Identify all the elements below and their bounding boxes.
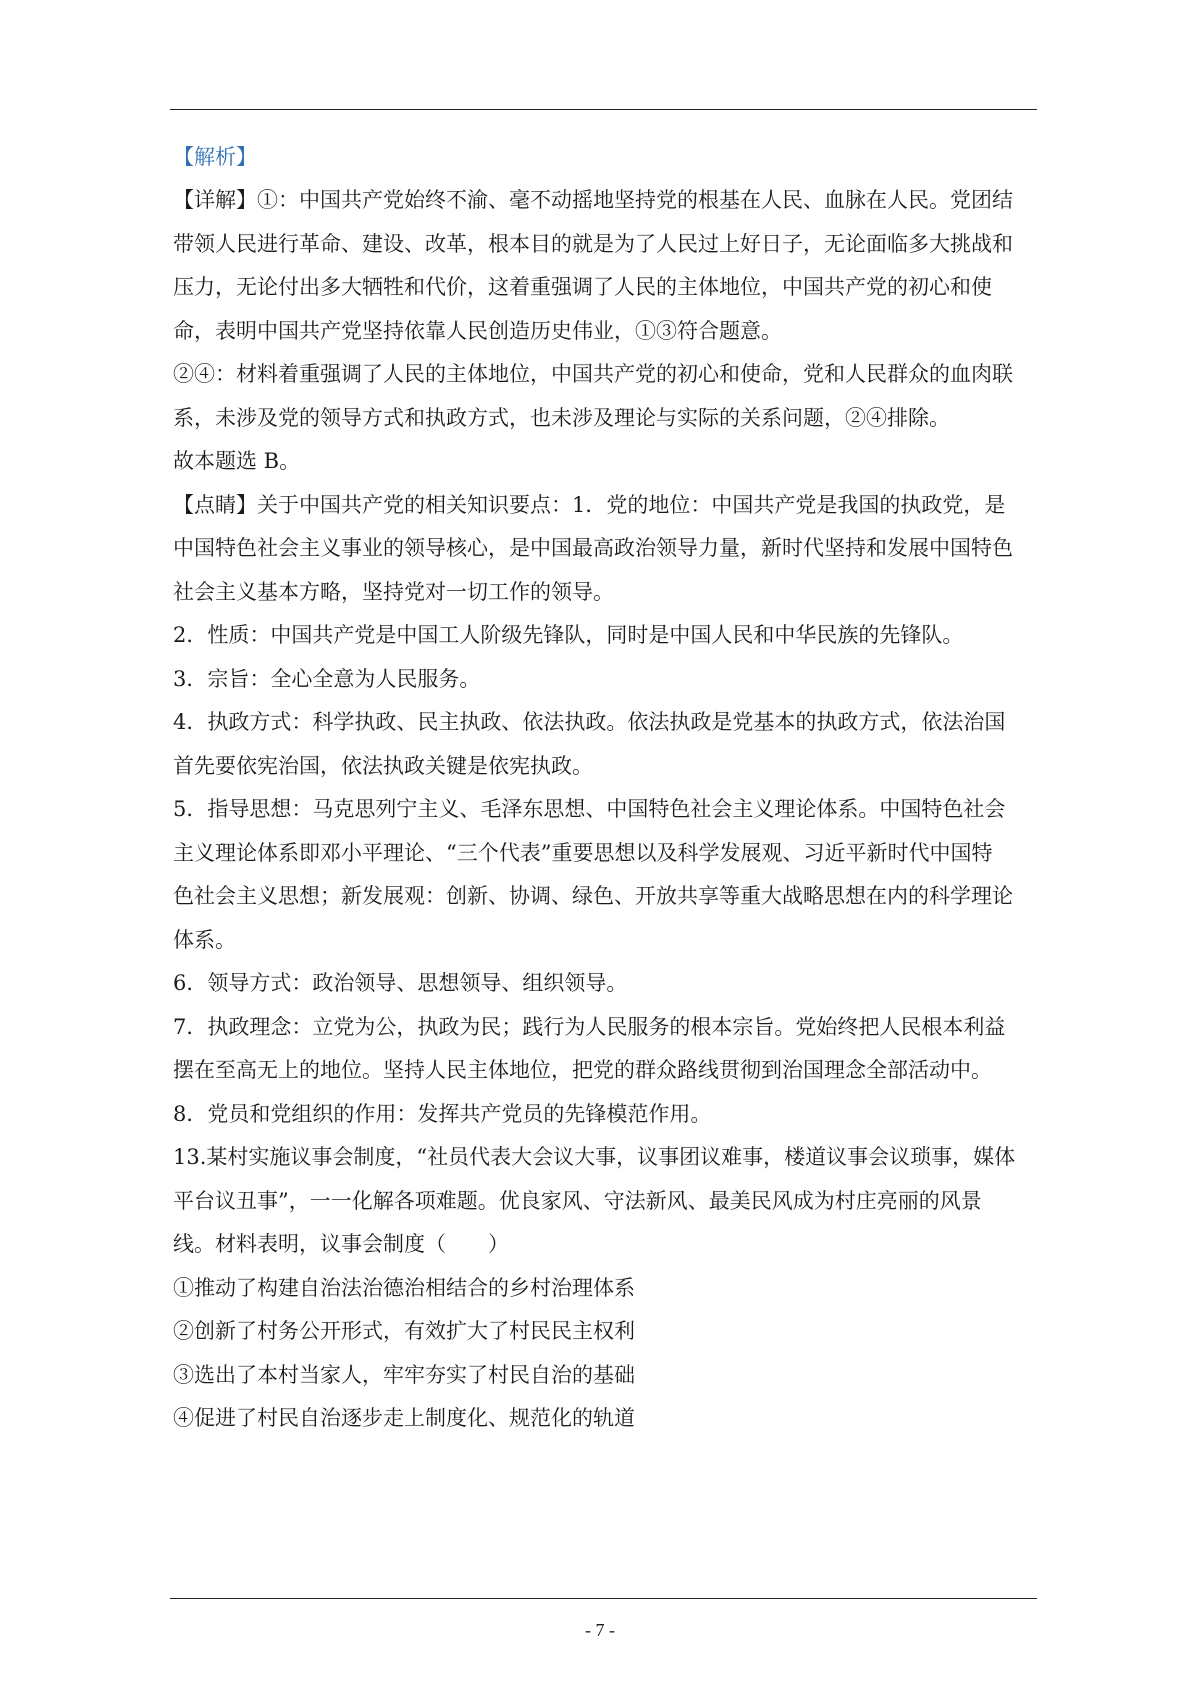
text-line: 色社会主义思想；新发展观：创新、协调、绿色、开放共享等重大战略思想在内的科学理论	[173, 884, 1013, 908]
question-text: 13.某村实施议事会制度，“社员代表大会议大事，议事团议难事，楼道议事会议琐事，媒体	[173, 1145, 1016, 1169]
text-line: 主义理论体系即邓小平理论、“三个代表”重要思想以及科学发展观、习近平新时代中国特	[173, 841, 993, 865]
section-title: 【解析】	[173, 145, 257, 169]
page-number: - 7 -	[585, 1620, 615, 1640]
text-line: 压力，无论付出多大牺牲和代价，这着重强调了人民的主体地位，中国共产党的初心和使	[173, 275, 992, 299]
text-line: 【详解】①：中国共产党始终不渝、毫不动摇地坚持党的根基在人民、血脉在人民。党团结	[173, 188, 1013, 212]
text-line: 带领人民进行革命、建设、改革，根本目的就是为了人民过上好日子，无论面临多大挑战和	[173, 232, 1013, 256]
answer-option: ③选出了本村当家人，牢牢夯实了村民自治的基础	[173, 1363, 635, 1387]
text-line: 【点睛】关于中国共产党的相关知识要点：1．党的地位：中国共产党是我国的执政党，是	[173, 493, 1006, 517]
text-line: 中国特色社会主义事业的领导核心，是中国最高政治领导力量，新时代坚持和发展中国特色	[173, 536, 1013, 560]
footer-rule	[170, 1598, 1037, 1599]
question-text: 平台议丑事”，一一化解各项难题。优良家风、守法新风、最美民风成为村庄亮丽的风景	[173, 1189, 982, 1213]
text-line: 系，未涉及党的领导方式和执政方式，也未涉及理论与实际的关系问题，②④排除。	[173, 406, 950, 430]
text-line: 3．宗旨：全心全意为人民服务。	[173, 667, 481, 691]
answer-option: ②创新了村务公开形式，有效扩大了村民民主权利	[173, 1319, 635, 1343]
text-line: 8．党员和党组织的作用：发挥共产党员的先锋模范作用。	[173, 1102, 712, 1126]
text-line: 2．性质：中国共产党是中国工人阶级先锋队，同时是中国人民和中华民族的先锋队。	[173, 623, 964, 647]
text-line: 4．执政方式：科学执政、民主执政、依法执政。依法执政是党基本的执政方式，依法治国	[173, 710, 1006, 734]
text-line: 首先要依宪治国，依法执政关键是依宪执政。	[173, 754, 593, 778]
text-line: 社会主义基本方略，坚持党对一切工作的领导。	[173, 580, 614, 604]
text-line: 故本题选 B。	[173, 449, 301, 473]
text-line: 7．执政理念：立党为公，执政为民；践行为人民服务的根本宗旨。党始终把人民根本利益	[173, 1015, 1006, 1039]
question-text: 线。材料表明，议事会制度（ ）	[173, 1232, 509, 1256]
text-line: ②④：材料着重强调了人民的主体地位，中国共产党的初心和使命，党和人民群众的血肉联	[173, 362, 1013, 386]
text-line: 摆在至高无上的地位。坚持人民主体地位，把党的群众路线贯彻到治国理念全部活动中。	[173, 1058, 992, 1082]
text-line: 6．领导方式：政治领导、思想领导、组织领导。	[173, 971, 628, 995]
header-rule	[170, 109, 1037, 110]
answer-option: ④促进了村民自治逐步走上制度化、规范化的轨道	[173, 1406, 635, 1430]
text-line: 命，表明中国共产党坚持依靠人民创造历史伟业，①③符合题意。	[173, 319, 782, 343]
answer-option: ①推动了构建自治法治德治相结合的乡村治理体系	[173, 1276, 635, 1300]
text-line: 体系。	[173, 928, 236, 952]
text-line: 5．指导思想：马克思列宁主义、毛泽东思想、中国特色社会主义理论体系。中国特色社会	[173, 797, 1006, 821]
